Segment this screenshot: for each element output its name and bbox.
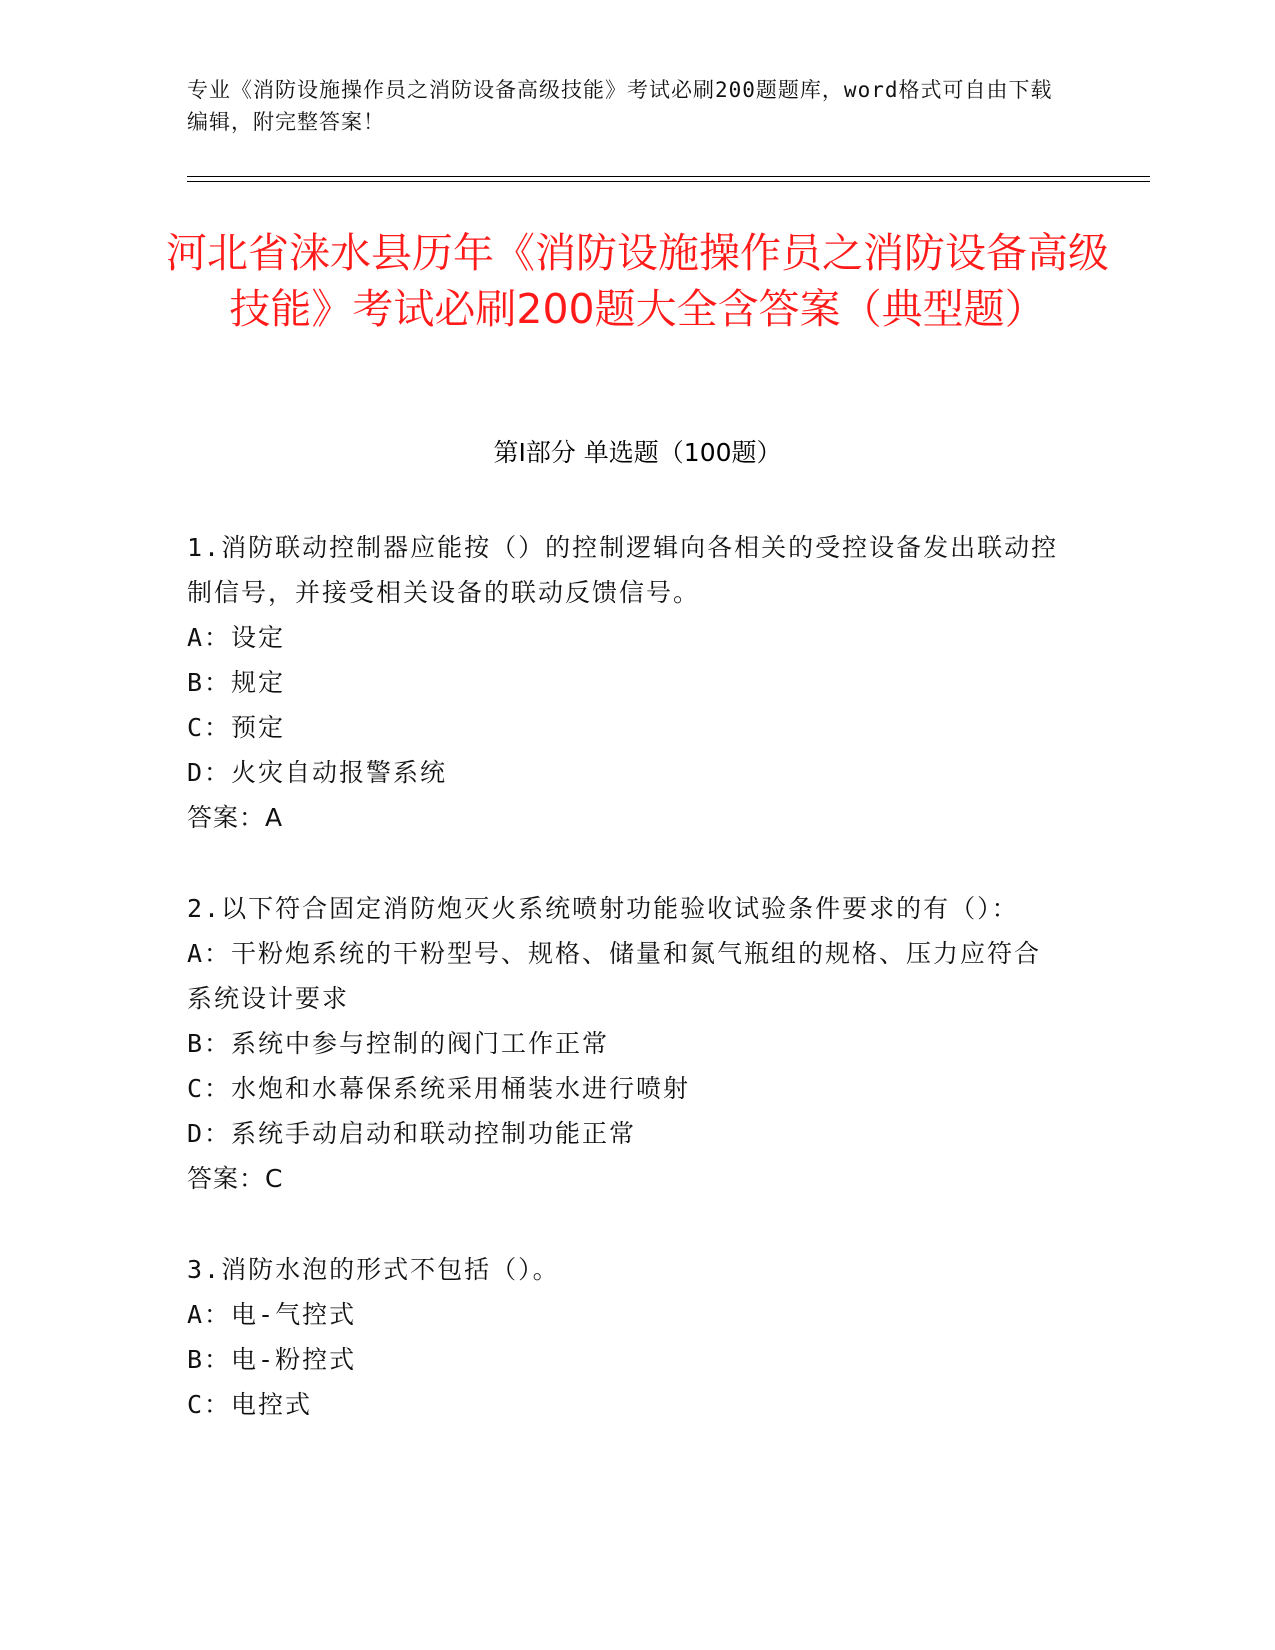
header-divider-secondary: [187, 181, 1150, 182]
question-option: A：干粉炮系统的干粉型号、规格、储量和氮气瓶组的规格、压力应符合系统设计要求: [187, 939, 1042, 1013]
question-option: B：系统中参与控制的阀门工作正常: [187, 1029, 610, 1058]
question-option: D：系统手动启动和联动控制功能正常: [187, 1119, 637, 1148]
header-note: 专业《消防设施操作员之消防设备高级技能》考试必刷200题题库，word格式可自由下载编辑，附完整答案！: [187, 78, 1053, 134]
question-stem: 2.以下符合固定消防炮灭火系统喷射功能验收试验条件要求的有（）：: [187, 894, 1019, 923]
question-spacer: [187, 1201, 1067, 1247]
question-option: D：火灾自动报警系统: [187, 758, 448, 787]
question-option: B：规定: [187, 668, 286, 697]
question-item: [187, 886, 1067, 1201]
question-answer: 答案：A: [187, 803, 284, 832]
question-option: C：水炮和水幕保系统采用桶装水进行喷射: [187, 1074, 691, 1103]
question-option: C：电控式: [187, 1390, 313, 1419]
question-list: [187, 525, 1067, 1427]
question-spacer: [187, 840, 1067, 886]
document-title: 河北省涞水县历年《消防设施操作员之消防设备高级技能》考试必刷200题大全含答案（典型题）: [166, 229, 1109, 333]
question-stem: 3.消防水泡的形式不包括（）。: [187, 1255, 560, 1284]
question-item: [187, 525, 1067, 840]
header-divider: [187, 176, 1150, 177]
question-item: [187, 1247, 1067, 1427]
section-heading: 第I部分 单选题（100题）: [493, 438, 782, 467]
question-option: B：电-粉控式: [187, 1345, 357, 1374]
question-stem: 1.消防联动控制器应能按（）的控制逻辑向各相关的受控设备发出联动控制信号，并接受相关设备的联动反馈信号。: [187, 533, 1059, 607]
question-answer: 答案：C: [187, 1164, 284, 1193]
question-option: A：电-气控式: [187, 1300, 357, 1329]
question-option: C：预定: [187, 713, 286, 742]
question-option: A：设定: [187, 623, 286, 652]
